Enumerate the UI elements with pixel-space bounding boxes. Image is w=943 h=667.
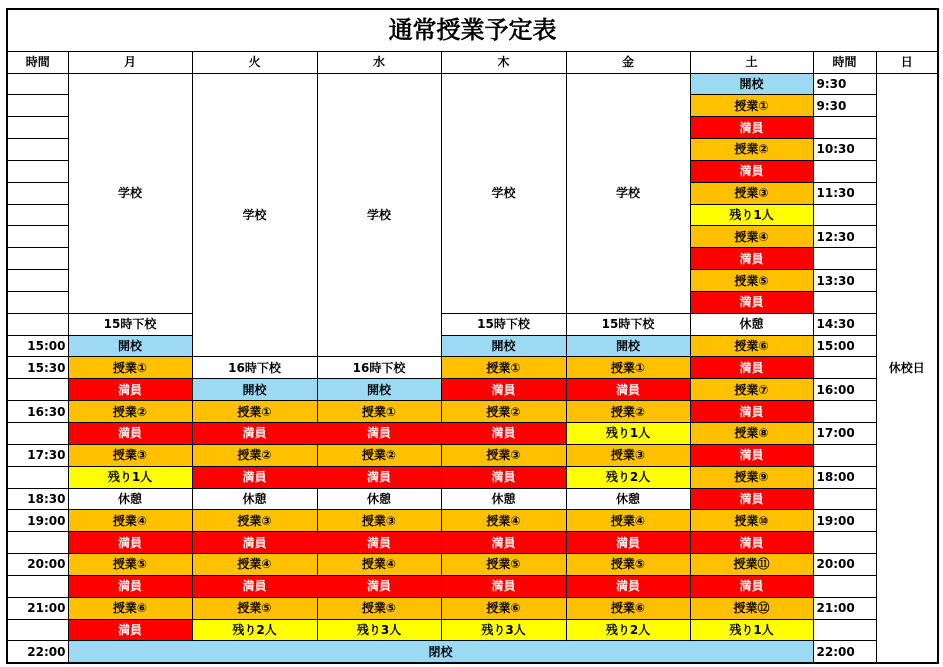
wed-lesson-cell: 授業③ bbox=[317, 510, 441, 532]
time-right-cell bbox=[813, 291, 876, 313]
table-row bbox=[7, 466, 938, 488]
sat-open-cell: 開校 bbox=[690, 73, 813, 95]
table-row bbox=[7, 619, 938, 641]
header-day-wed: 水 bbox=[317, 51, 441, 73]
sat-full-cell: 満員 bbox=[690, 488, 813, 510]
time-right-cell: 16:00 bbox=[813, 379, 876, 401]
schedule-title: 通常授業予定表 bbox=[7, 9, 938, 51]
tue-full-cell: 満員 bbox=[192, 423, 317, 445]
time-left-cell: 16:30 bbox=[7, 401, 68, 423]
sat-lesson-cell: 授業⑨ bbox=[690, 466, 813, 488]
time-left-cell bbox=[7, 619, 68, 641]
fri-few-left-cell: 残り2人 bbox=[566, 466, 690, 488]
wed-dismissal-cell: 16時下校 bbox=[317, 357, 441, 379]
time-left-cell bbox=[7, 313, 68, 335]
sat-full-cell: 満員 bbox=[690, 575, 813, 597]
mon-break-cell: 休憩 bbox=[68, 488, 192, 510]
time-right-cell bbox=[813, 248, 876, 270]
mon-lesson-cell: 授業③ bbox=[68, 444, 192, 466]
sat-few-left-cell: 残り1人 bbox=[690, 204, 813, 226]
mon-full-cell: 満員 bbox=[68, 379, 192, 401]
time-right-cell bbox=[813, 160, 876, 182]
tue-full-cell: 満員 bbox=[192, 532, 317, 554]
time-left-cell bbox=[7, 248, 68, 270]
time-right-cell bbox=[813, 488, 876, 510]
fri-full-cell: 満員 bbox=[566, 379, 690, 401]
fri-full-cell: 満員 bbox=[566, 575, 690, 597]
fri-lesson-cell: 授業② bbox=[566, 401, 690, 423]
header-day-sun: 日 bbox=[876, 51, 938, 73]
thu-lesson-cell: 授業② bbox=[441, 401, 566, 423]
time-right-cell bbox=[813, 357, 876, 379]
time-left-cell: 18:30 bbox=[7, 488, 68, 510]
time-left-cell bbox=[7, 379, 68, 401]
table-row bbox=[7, 488, 938, 510]
sat-lesson-cell: 授業⑥ bbox=[690, 335, 813, 357]
header-day-sat: 土 bbox=[690, 51, 813, 73]
time-right-cell: 9:30 bbox=[813, 73, 876, 95]
mon-dismissal-cell: 15時下校 bbox=[68, 313, 192, 335]
thu-full-cell: 満員 bbox=[441, 379, 566, 401]
time-left-cell: 22:00 bbox=[7, 641, 68, 663]
table-row bbox=[7, 510, 938, 532]
time-left-cell bbox=[7, 182, 68, 204]
schedule-table bbox=[6, 8, 939, 664]
table-row bbox=[7, 379, 938, 401]
time-left-cell bbox=[7, 160, 68, 182]
time-left-cell bbox=[7, 423, 68, 445]
fri-lesson-cell: 授業⑥ bbox=[566, 597, 690, 619]
fri-break-cell: 休憩 bbox=[566, 488, 690, 510]
wed-few-left-cell: 残り3人 bbox=[317, 619, 441, 641]
time-right-cell bbox=[813, 117, 876, 139]
mon-lesson-cell: 授業⑤ bbox=[68, 554, 192, 576]
thu-full-cell: 満員 bbox=[441, 466, 566, 488]
time-left-cell bbox=[7, 466, 68, 488]
tue-school-block: 学校 bbox=[192, 73, 317, 357]
table-row bbox=[7, 423, 938, 445]
time-left-cell bbox=[7, 270, 68, 292]
fri-few-left-cell: 残り1人 bbox=[566, 423, 690, 445]
tue-full-cell: 満員 bbox=[192, 466, 317, 488]
time-left-cell bbox=[7, 575, 68, 597]
fri-lesson-cell: 授業④ bbox=[566, 510, 690, 532]
thu-lesson-cell: 授業③ bbox=[441, 444, 566, 466]
time-right-cell: 20:00 bbox=[813, 554, 876, 576]
thu-full-cell: 満員 bbox=[441, 423, 566, 445]
fri-school-block: 学校 bbox=[566, 73, 690, 313]
sat-lesson-cell: 授業⑧ bbox=[690, 423, 813, 445]
sun-holiday-block: 休校日 bbox=[876, 73, 938, 663]
time-left-cell bbox=[7, 204, 68, 226]
table-row bbox=[7, 554, 938, 576]
time-right-cell: 19:00 bbox=[813, 510, 876, 532]
time-left-cell: 15:00 bbox=[7, 335, 68, 357]
sat-full-cell: 満員 bbox=[690, 357, 813, 379]
header-day-thu: 木 bbox=[441, 51, 566, 73]
tue-lesson-cell: 授業② bbox=[192, 444, 317, 466]
sat-lesson-cell: 授業④ bbox=[690, 226, 813, 248]
time-left-cell bbox=[7, 139, 68, 161]
thu-full-cell: 満員 bbox=[441, 532, 566, 554]
time-right-cell: 18:00 bbox=[813, 466, 876, 488]
tue-lesson-cell: 授業④ bbox=[192, 554, 317, 576]
wed-lesson-cell: 授業⑤ bbox=[317, 597, 441, 619]
table-row bbox=[7, 335, 938, 357]
header-day-tue: 火 bbox=[192, 51, 317, 73]
time-left-cell bbox=[7, 73, 68, 95]
mon-lesson-cell: 授業⑥ bbox=[68, 597, 192, 619]
time-right-cell bbox=[813, 575, 876, 597]
sat-lesson-cell: 授業⑫ bbox=[690, 597, 813, 619]
time-right-cell: 11:30 bbox=[813, 182, 876, 204]
wed-lesson-cell: 授業① bbox=[317, 401, 441, 423]
table-row bbox=[7, 444, 938, 466]
thu-lesson-cell: 授業⑥ bbox=[441, 597, 566, 619]
time-right-cell: 10:30 bbox=[813, 139, 876, 161]
wed-open-cell: 開校 bbox=[317, 379, 441, 401]
thu-full-cell: 満員 bbox=[441, 575, 566, 597]
thu-lesson-cell: 授業① bbox=[441, 357, 566, 379]
fri-lesson-cell: 授業③ bbox=[566, 444, 690, 466]
fri-open-cell: 開校 bbox=[566, 335, 690, 357]
thu-open-cell: 開校 bbox=[441, 335, 566, 357]
tue-dismissal-cell: 16時下校 bbox=[192, 357, 317, 379]
fri-lesson-cell: 授業⑤ bbox=[566, 554, 690, 576]
sat-full-cell: 満員 bbox=[690, 401, 813, 423]
mon-lesson-cell: 授業① bbox=[68, 357, 192, 379]
tue-few-left-cell: 残り2人 bbox=[192, 619, 317, 641]
table-row bbox=[7, 532, 938, 554]
header-time-left: 時間 bbox=[7, 51, 68, 73]
time-left-cell: 21:00 bbox=[7, 597, 68, 619]
wed-full-cell: 満員 bbox=[317, 466, 441, 488]
mon-full-cell: 満員 bbox=[68, 532, 192, 554]
sat-full-cell: 満員 bbox=[690, 532, 813, 554]
table-row bbox=[7, 597, 938, 619]
tue-open-cell: 開校 bbox=[192, 379, 317, 401]
time-left-cell: 19:00 bbox=[7, 510, 68, 532]
thu-lesson-cell: 授業④ bbox=[441, 510, 566, 532]
table-row bbox=[7, 641, 938, 663]
wed-lesson-cell: 授業② bbox=[317, 444, 441, 466]
fri-few-left-cell: 残り2人 bbox=[566, 619, 690, 641]
fri-full-cell: 満員 bbox=[566, 532, 690, 554]
time-left-cell bbox=[7, 95, 68, 117]
tue-full-cell: 満員 bbox=[192, 575, 317, 597]
wed-break-cell: 休憩 bbox=[317, 488, 441, 510]
time-right-cell: 14:30 bbox=[813, 313, 876, 335]
sat-lesson-cell: 授業⑦ bbox=[690, 379, 813, 401]
time-left-cell: 20:00 bbox=[7, 554, 68, 576]
sat-break-cell: 休憩 bbox=[690, 313, 813, 335]
sat-full-cell: 満員 bbox=[690, 444, 813, 466]
sat-lesson-cell: 授業① bbox=[690, 95, 813, 117]
time-right-cell: 15:00 bbox=[813, 335, 876, 357]
time-left-cell: 15:30 bbox=[7, 357, 68, 379]
thu-school-block: 学校 bbox=[441, 73, 566, 313]
mon-full-cell: 満員 bbox=[68, 423, 192, 445]
time-left-cell: 17:30 bbox=[7, 444, 68, 466]
fri-lesson-cell: 授業① bbox=[566, 357, 690, 379]
table-row bbox=[7, 73, 938, 95]
time-left-cell bbox=[7, 291, 68, 313]
header-day-mon: 月 bbox=[68, 51, 192, 73]
header-row bbox=[7, 51, 938, 73]
time-right-cell: 17:00 bbox=[813, 423, 876, 445]
sat-full-cell: 満員 bbox=[690, 291, 813, 313]
time-left-cell bbox=[7, 532, 68, 554]
mon-open-cell: 開校 bbox=[68, 335, 192, 357]
table-row bbox=[7, 401, 938, 423]
table-row bbox=[7, 357, 938, 379]
sat-lesson-cell: 授業③ bbox=[690, 182, 813, 204]
time-right-cell bbox=[813, 619, 876, 641]
time-right-cell bbox=[813, 444, 876, 466]
sat-lesson-cell: 授業⑪ bbox=[690, 554, 813, 576]
wed-school-block: 学校 bbox=[317, 73, 441, 357]
mon-full-cell: 満員 bbox=[68, 575, 192, 597]
mon-full-cell: 満員 bbox=[68, 619, 192, 641]
time-right-cell bbox=[813, 401, 876, 423]
sat-few-left-cell: 残り1人 bbox=[690, 619, 813, 641]
time-left-cell bbox=[7, 226, 68, 248]
time-right-cell: 12:30 bbox=[813, 226, 876, 248]
thu-lesson-cell: 授業⑤ bbox=[441, 554, 566, 576]
table-row bbox=[7, 575, 938, 597]
wed-full-cell: 満員 bbox=[317, 423, 441, 445]
sat-lesson-cell: 授業⑤ bbox=[690, 270, 813, 292]
time-left-cell bbox=[7, 117, 68, 139]
table-row bbox=[7, 313, 938, 335]
tue-lesson-cell: 授業⑤ bbox=[192, 597, 317, 619]
sat-full-cell: 満員 bbox=[690, 160, 813, 182]
wed-full-cell: 満員 bbox=[317, 575, 441, 597]
time-right-cell: 21:00 bbox=[813, 597, 876, 619]
time-right-cell: 13:30 bbox=[813, 270, 876, 292]
closing-bar: 閉校 bbox=[68, 641, 813, 663]
header-day-fri: 金 bbox=[566, 51, 690, 73]
thu-break-cell: 休憩 bbox=[441, 488, 566, 510]
sat-full-cell: 満員 bbox=[690, 248, 813, 270]
time-right-cell bbox=[813, 532, 876, 554]
tue-lesson-cell: 授業③ bbox=[192, 510, 317, 532]
sat-lesson-cell: 授業② bbox=[690, 139, 813, 161]
thu-dismissal-cell: 15時下校 bbox=[441, 313, 566, 335]
wed-full-cell: 満員 bbox=[317, 532, 441, 554]
time-right-cell: 22:00 bbox=[813, 641, 876, 663]
fri-dismissal-cell: 15時下校 bbox=[566, 313, 690, 335]
mon-school-block: 学校 bbox=[68, 73, 192, 313]
mon-few-left-cell: 残り1人 bbox=[68, 466, 192, 488]
thu-few-left-cell: 残り3人 bbox=[441, 619, 566, 641]
time-right-cell: 9:30 bbox=[813, 95, 876, 117]
mon-lesson-cell: 授業④ bbox=[68, 510, 192, 532]
tue-lesson-cell: 授業① bbox=[192, 401, 317, 423]
sat-full-cell: 満員 bbox=[690, 117, 813, 139]
header-time-right: 時間 bbox=[813, 51, 876, 73]
mon-lesson-cell: 授業② bbox=[68, 401, 192, 423]
tue-break-cell: 休憩 bbox=[192, 488, 317, 510]
wed-lesson-cell: 授業④ bbox=[317, 554, 441, 576]
sat-lesson-cell: 授業⑩ bbox=[690, 510, 813, 532]
time-right-cell bbox=[813, 204, 876, 226]
title-row bbox=[7, 9, 938, 51]
